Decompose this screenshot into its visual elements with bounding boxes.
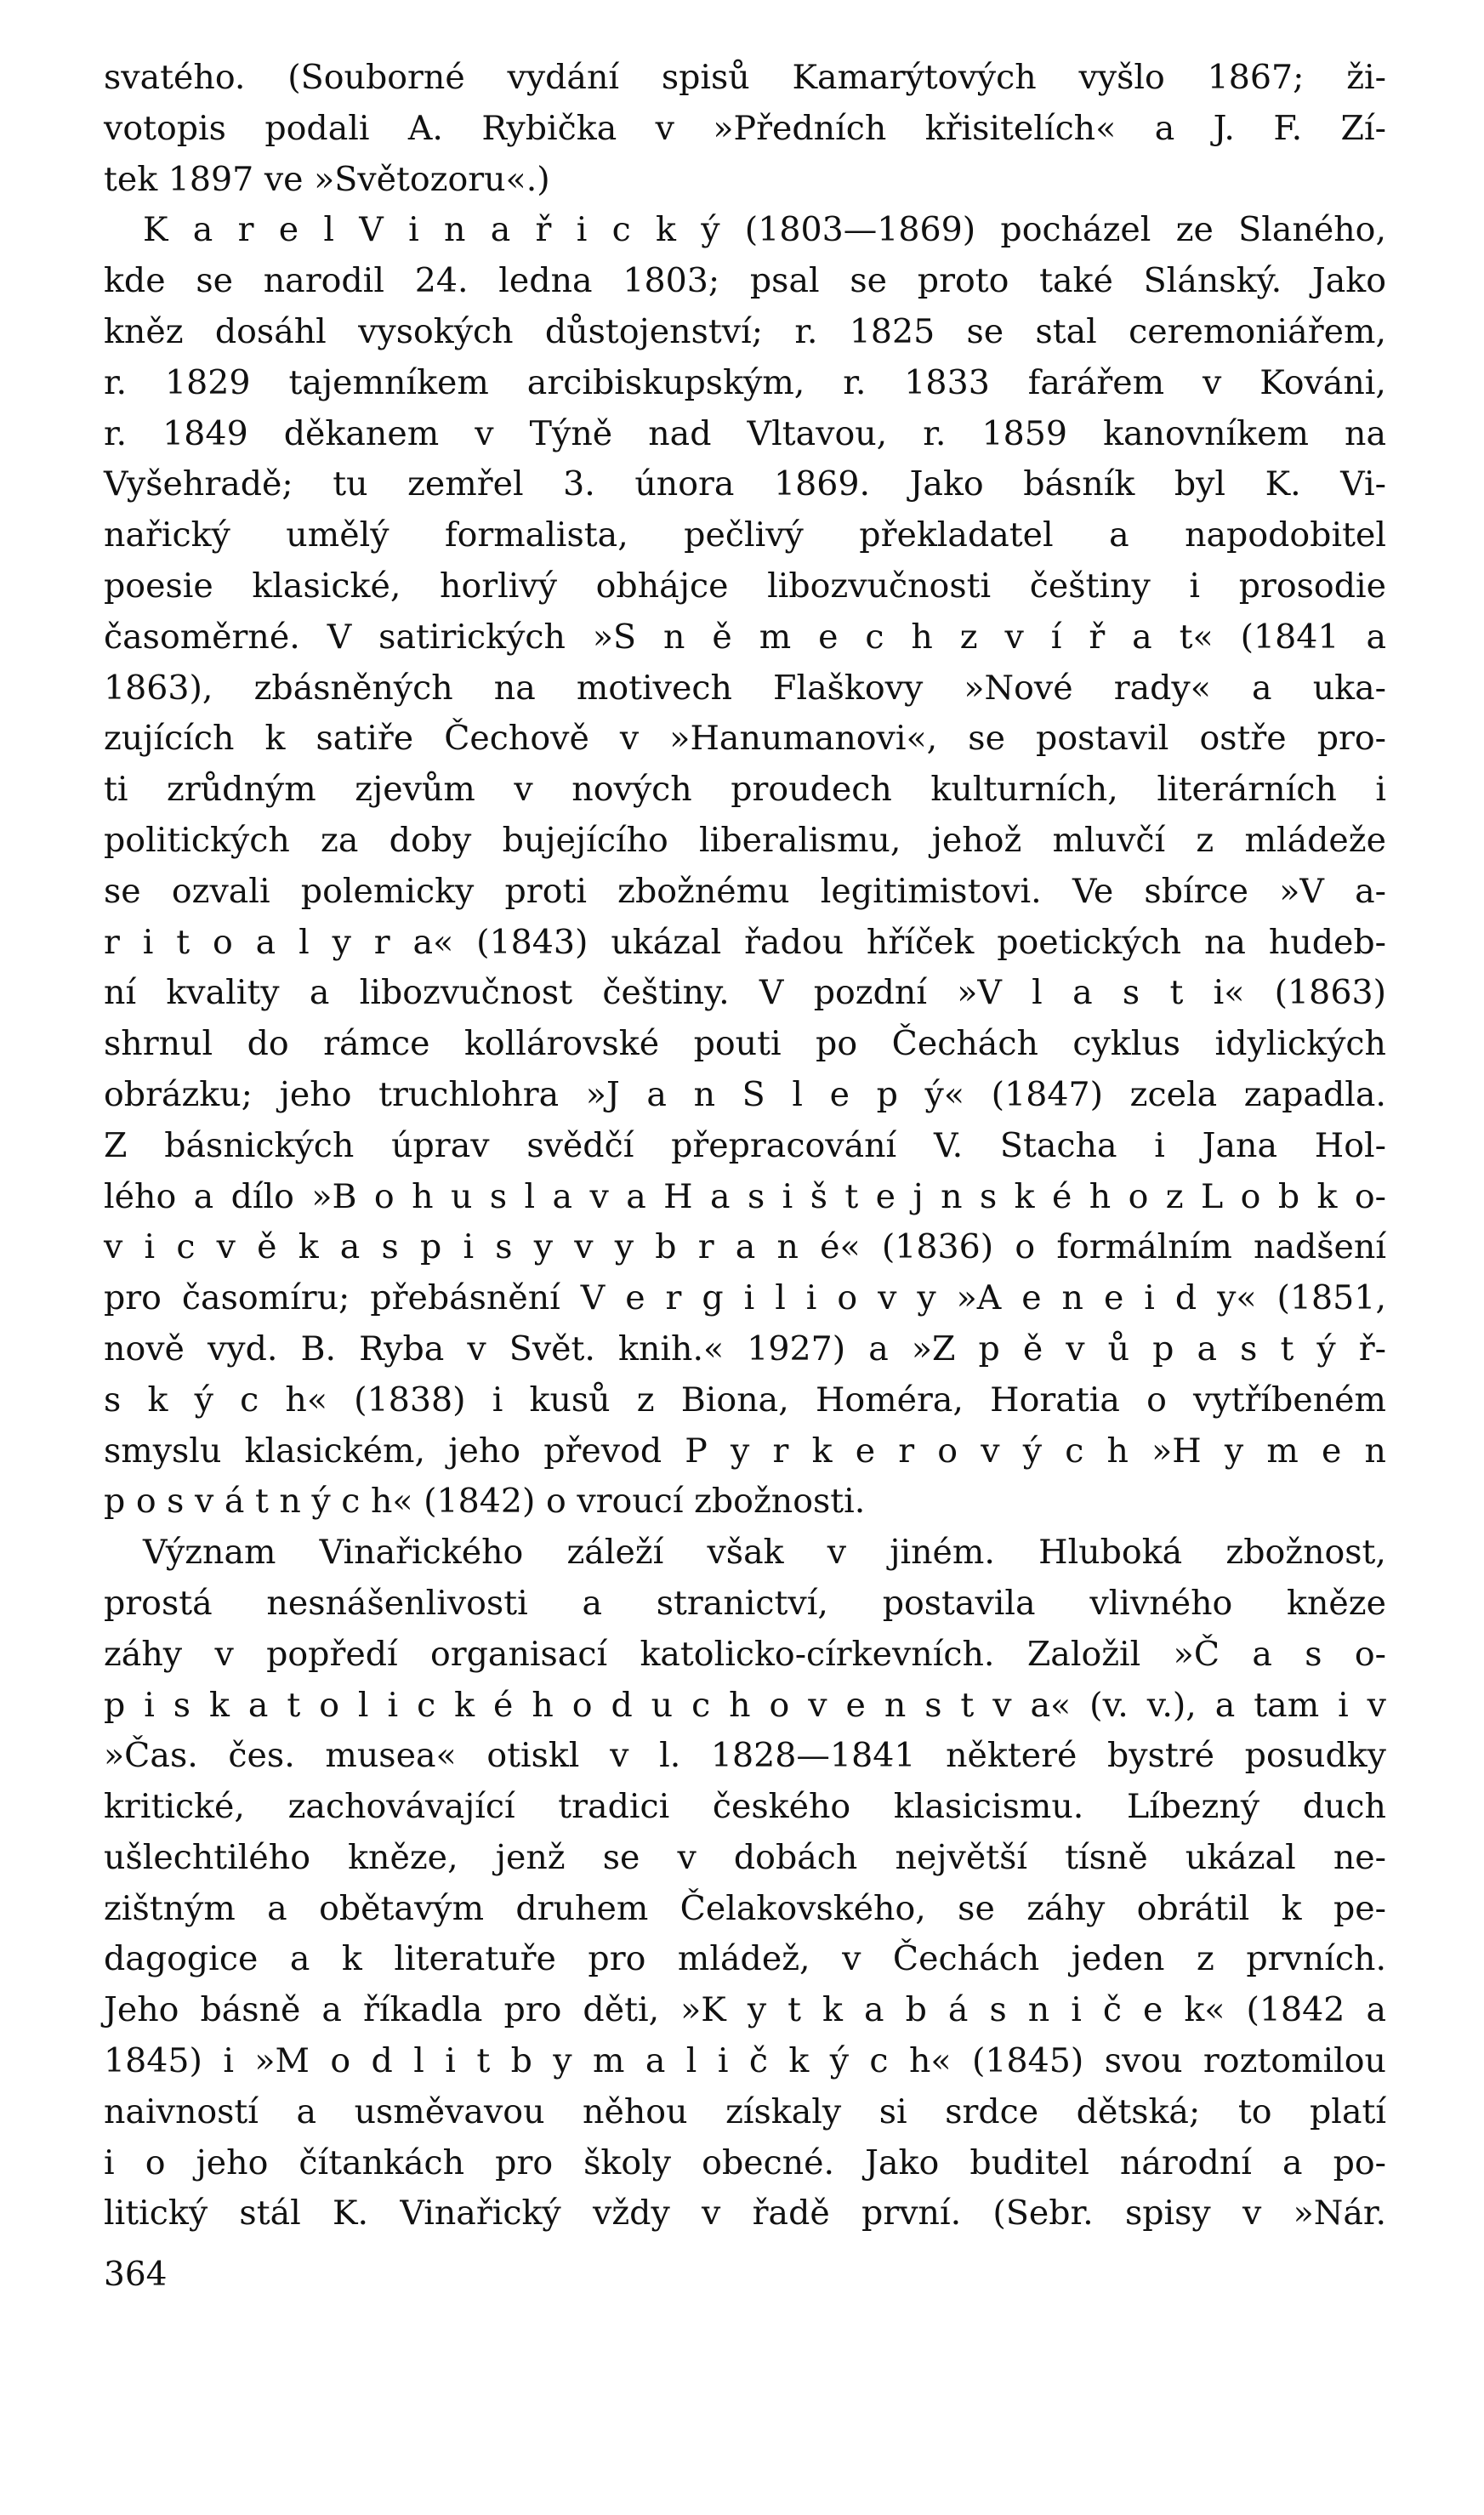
text-line-41: naivností a usměvavou něhou získaly si srdce dětská; to platí <box>104 2091 1386 2131</box>
text-line-21: obrázku; jeho truchlohra »J a n S l e p ý« (1847) zcela zapadla. <box>104 1074 1386 1114</box>
text-line-1: svatého. (Souborné vydání spisů Kamarýtových vyšlo 1867; ži- <box>104 58 1386 97</box>
text-line-3: tek 1897 ve »Světozoru«.) <box>104 159 550 199</box>
text-line-2: votopis podali A. Rybička v »Předních křisitelích« a J. F. Zí- <box>104 108 1386 148</box>
text-line-14: zujících k satiře Čechově v »Hanumanovi«, se postavil ostře pro- <box>104 719 1386 759</box>
text-line-32: záhy v popředí organisací katolicko-církevních. Založil »Č a s o- <box>104 1634 1386 1674</box>
text-line-17: se ozvali polemicky proti zbožnému legitimistovi. Ve sbírce »V a- <box>104 871 1386 911</box>
text-line-33: p i s k a t o l i c k é h o d u c h o v e n s t v a« (v. v.), a tam i v <box>104 1685 1386 1725</box>
text-line-9: Vyšehradě; tu zemřel 3. února 1869. Jako básník byl K. Vi- <box>104 464 1386 504</box>
text-line-29: p o s v á t n ý c h« (1842) o vroucí zbožnosti. <box>104 1482 866 1522</box>
text-line-39: Jeho básně a říkadla pro děti, »K y t k a b á s n i č e k« (1842 a <box>104 1990 1386 2030</box>
text-line-43: litický stál K. Vinařický vždy v řadě první. (Sebr. spisy v »Nár. <box>104 2194 1386 2233</box>
text-line-38: dagogice a k literatuře pro mládež, v Čechách jeden z prvních. <box>104 1939 1386 1979</box>
body-text <box>104 53 1386 2239</box>
text-line-6: kněz dosáhl vysokých důstojenství; r. 1825 se stal ceremoniářem, <box>104 311 1386 351</box>
text-line-7: r. 1829 tajemníkem arcibiskupským, r. 1833 farářem v Kováni, <box>104 362 1386 402</box>
text-line-22: Z básnických úprav svědčí přepracování V. Stacha i Jana Hol- <box>104 1125 1386 1165</box>
text-line-12: časoměrné. V satirických »S n ě m e c h z v í ř a t« (1841 a <box>104 617 1386 657</box>
text-line-27: s k ý c h« (1838) i kusů z Biona, Homéra, Horatia o vytříbeném <box>104 1380 1386 1420</box>
text-line-18: r i t o a l y r a« (1843) ukázal řadou hříček poetických na hudeb- <box>104 922 1386 962</box>
text-line-31: prostá nesnášenlivosti a stranictví, postavila vlivného kněze <box>104 1583 1386 1623</box>
text-line-24: v i c v ě k a s p i s y v y b r a n é« (1836) o formálním nadšení <box>104 1227 1386 1267</box>
text-line-4: K a r e l V i n a ř i c k ý (1803—1869) pocházel ze Slaného, <box>143 210 1386 250</box>
text-line-13: 1863), zbásněných na motivech Flaškovy »Nové rady« a uka- <box>104 668 1386 708</box>
text-line-16: politických za doby bujejícího liberalismu, jehož mluvčí z mládeže <box>104 820 1386 860</box>
text-line-25: pro časomíru; přebásnění V e r g i l i o v y »A e n e i d y« (1851, <box>104 1278 1386 1318</box>
text-line-8: r. 1849 děkanem v Týně nad Vltavou, r. 1859 kanovníkem na <box>104 413 1386 453</box>
text-line-37: zištným a obětavým druhem Čelakovského, se záhy obrátil k pe- <box>104 1888 1386 1928</box>
page-number: 364 <box>104 2256 168 2294</box>
text-line-40: 1845) i »M o d l i t b y m a l i č k ý c h« (1845) svou roztomilou <box>104 2041 1386 2081</box>
text-line-35: kritické, zachovávající tradici českého klasicismu. Líbezný duch <box>104 1787 1386 1827</box>
text-line-23: lého a dílo »B o h u s l a v a H a s i š t e j n s k é h o z L o b k o- <box>104 1176 1386 1216</box>
text-line-11: poesie klasické, horlivý obhájce libozvučnosti češtiny i prosodie <box>104 566 1386 606</box>
text-line-5: kde se narodil 24. ledna 1803; psal se proto také Slánský. Jako <box>104 261 1386 301</box>
text-line-10: nařický umělý formalista, pečlivý překladatel a napodobitel <box>104 515 1386 555</box>
text-line-19: ní kvality a libozvučnost češtiny. V pozdní »V l a s t i« (1863) <box>104 973 1386 1013</box>
text-line-30: Význam Vinařického záleží však v jiném. Hluboká zbožnost, <box>143 1533 1386 1573</box>
text-line-28: smyslu klasickém, jeho převod P y r k e r o v ý c h »H y m e n <box>104 1431 1386 1471</box>
text-line-34: »Čas. čes. musea« otiskl v l. 1828—1841 některé bystré posudky <box>104 1736 1386 1776</box>
text-line-26: nově vyd. B. Ryba v Svět. knih.« 1927) a »Z p ě v ů p a s t ý ř- <box>104 1329 1386 1368</box>
text-line-36: ušlechtilého kněze, jenž se v dobách největší tísně ukázal ne- <box>104 1837 1386 1877</box>
text-line-20: shrnul do rámce kollárovské pouti po Čechách cyklus idylických <box>104 1024 1386 1064</box>
text-line-15: ti zrůdným zjevům v nových proudech kulturních, literárních i <box>104 770 1386 810</box>
text-line-42: i o jeho čítankách pro školy obecné. Jako buditel národní a po- <box>104 2142 1386 2182</box>
